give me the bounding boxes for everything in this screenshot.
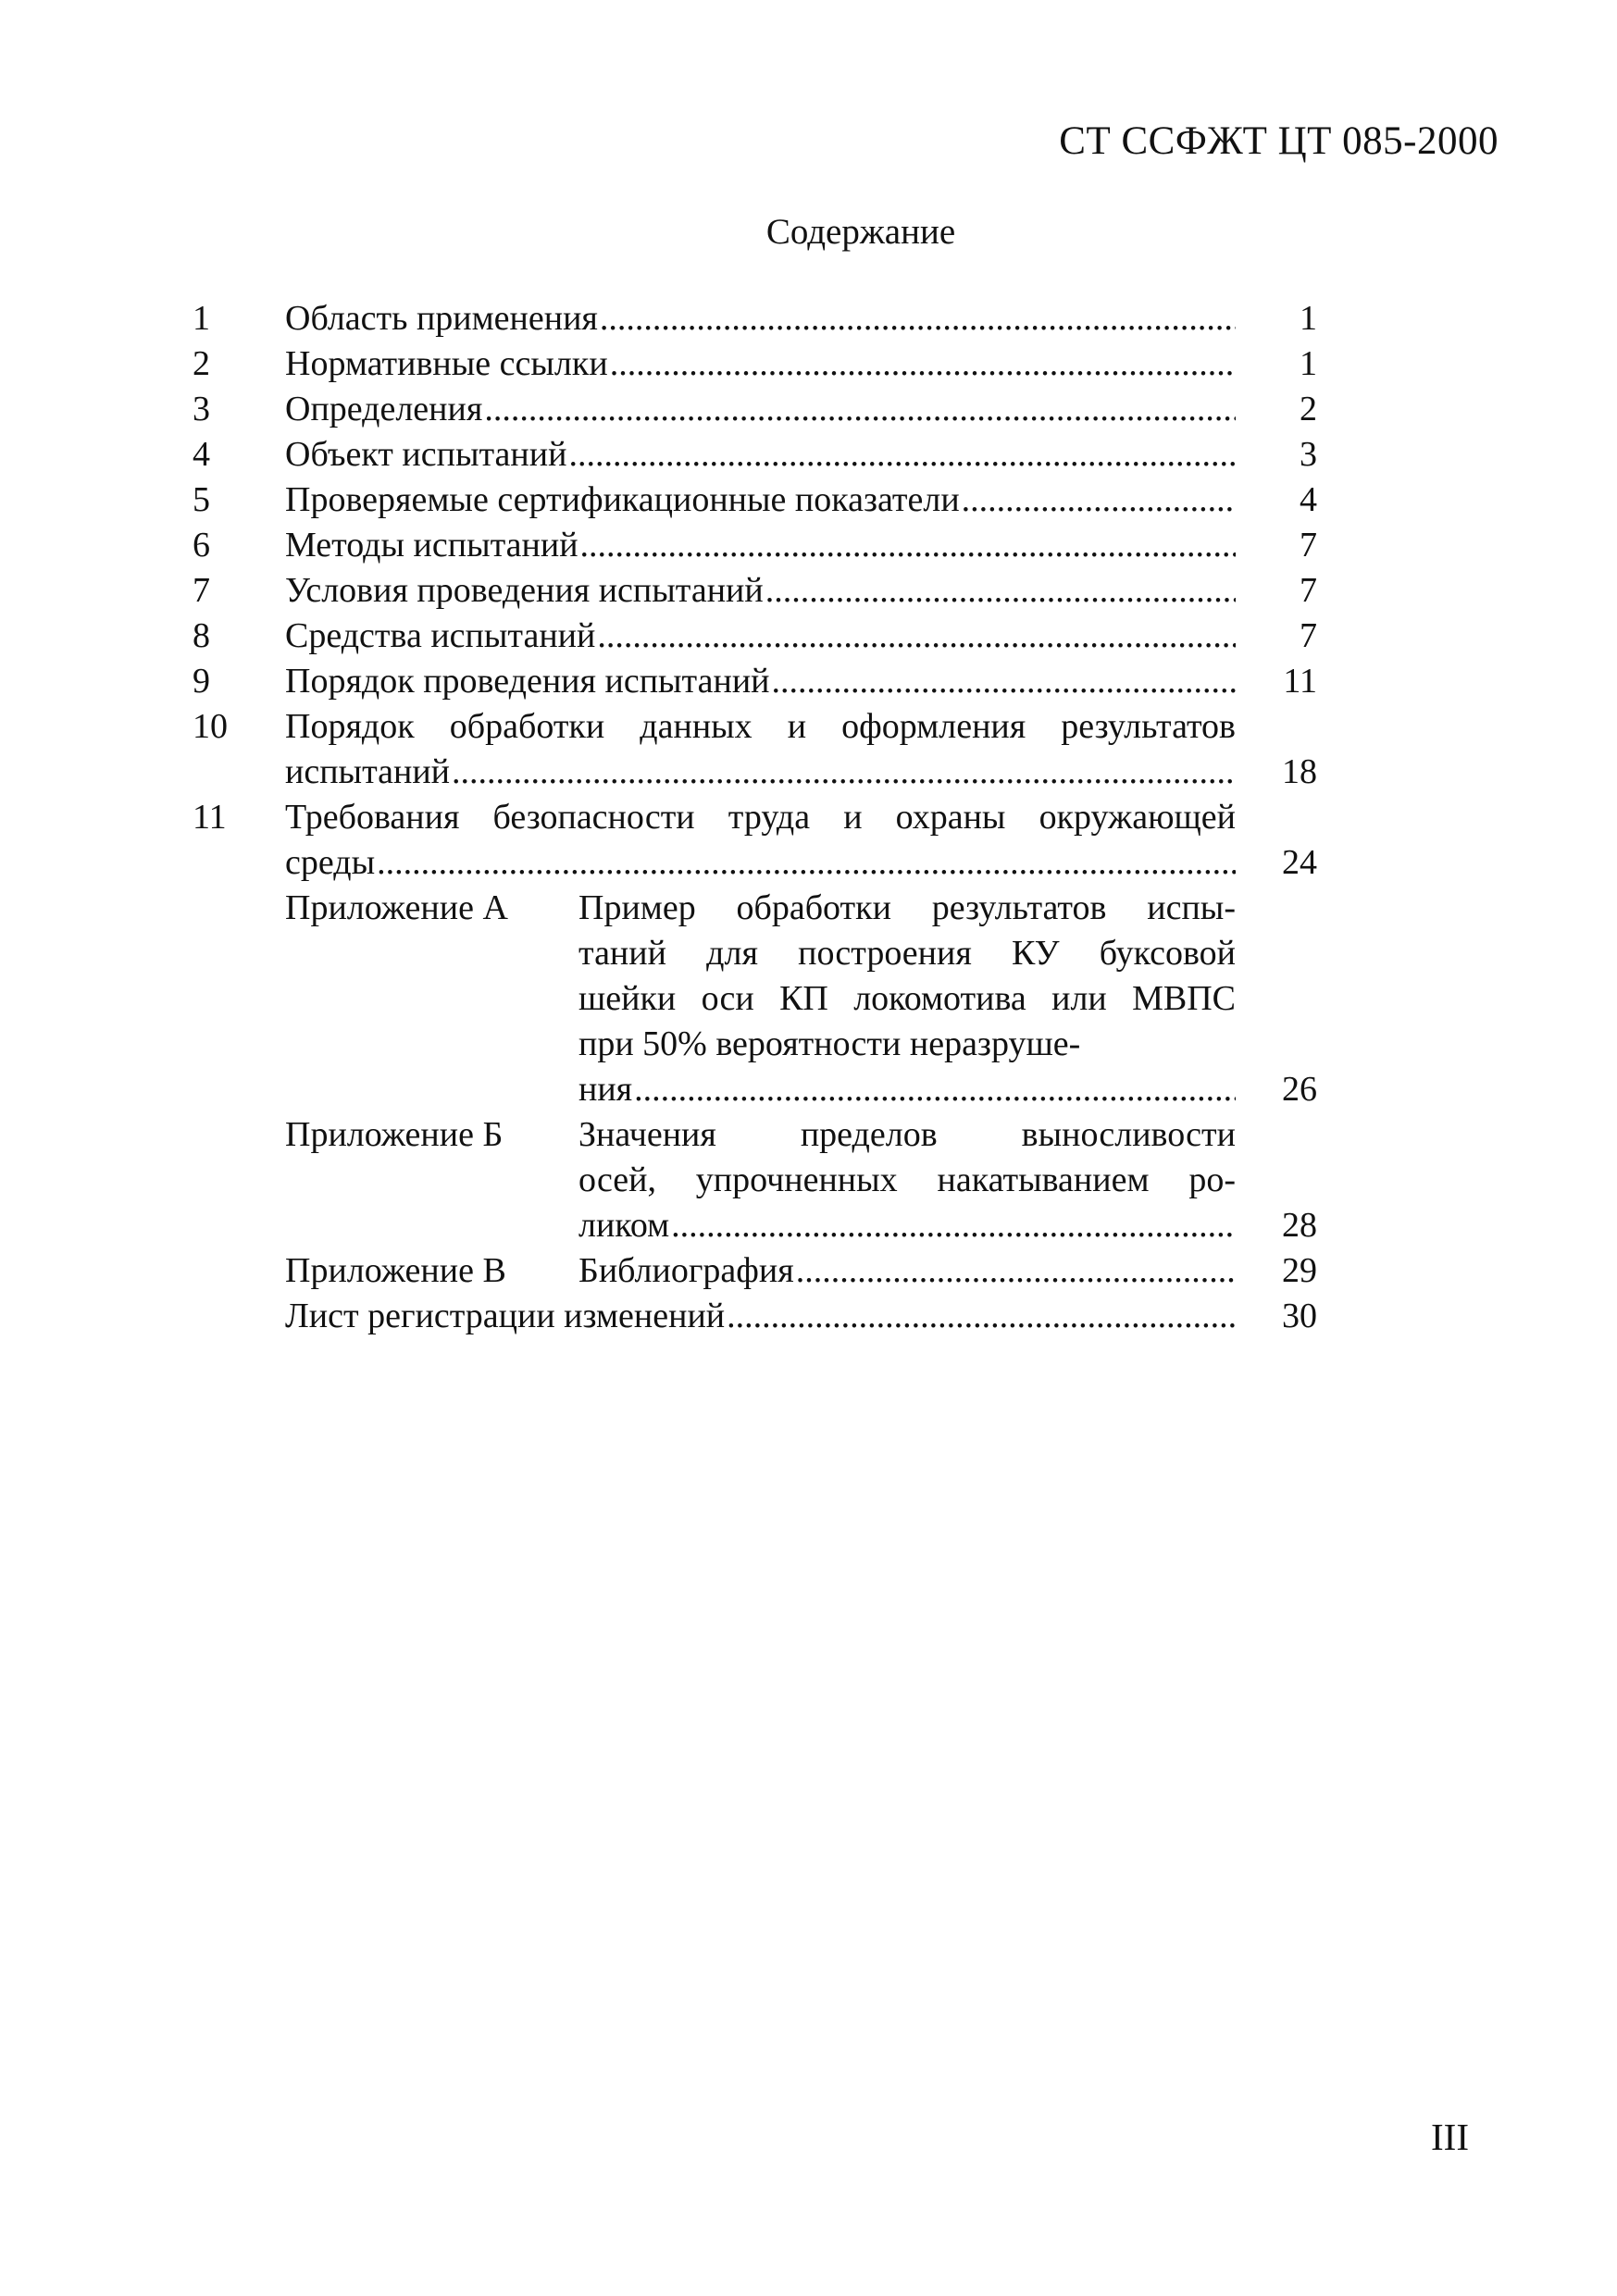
appendix-title-line: Пример обработки результатов испы- [578, 888, 1236, 927]
table-of-contents [193, 296, 1317, 1339]
toc-entry-title-line: Требования безопасности труда и охраны окружающей [285, 798, 1236, 837]
toc-entry[interactable] [193, 568, 1317, 614]
toc-entry-title: Условия проведения испытаний [285, 571, 764, 610]
dot-leader [580, 523, 1236, 568]
toc-entry-page: 7 [1300, 616, 1317, 655]
toc-entry-title-line: испытаний [285, 752, 451, 791]
toc-entry-number: 7 [193, 571, 210, 610]
dot-leader [600, 296, 1236, 341]
appendix-page: 26 [1282, 1070, 1317, 1109]
toc-entry-page: 2 [1300, 390, 1317, 428]
toc-entry-page: 3 [1300, 435, 1317, 474]
toc-entry-number: 6 [193, 526, 210, 565]
toc-entry-page: 7 [1300, 526, 1317, 565]
dot-leader [610, 341, 1236, 387]
toc-entry[interactable] [193, 296, 1317, 341]
appendix-label: Приложение А [285, 888, 508, 927]
toc-appendix-a[interactable] [193, 886, 1317, 1112]
toc-entry-number: 2 [193, 344, 210, 383]
appendix-title-line: при 50% вероятности неразруше- [578, 1024, 1081, 1063]
dot-leader [377, 840, 1236, 886]
toc-entry-title: Нормативные ссылки [285, 344, 608, 383]
toc-entry-title: Область применения [285, 299, 598, 338]
change-sheet-title: Лист регистрации изменений [285, 1297, 726, 1335]
change-sheet-page: 30 [1282, 1297, 1317, 1335]
toc-appendix-v[interactable] [193, 1248, 1317, 1294]
dot-leader [671, 1203, 1236, 1248]
dot-leader [568, 432, 1236, 478]
toc-entry[interactable] [193, 659, 1317, 704]
appendix-title-line: осей, упрочненных накатыванием ро- [578, 1160, 1236, 1199]
toc-entry-title-line: среды [285, 843, 376, 882]
toc-entry[interactable] [193, 341, 1317, 387]
toc-entry-page: 7 [1300, 571, 1317, 610]
toc-entry[interactable] [193, 614, 1317, 659]
appendix-title-line: таний для построения КУ буксовой [578, 934, 1236, 973]
toc-title: Содержание [765, 212, 956, 252]
dot-leader [727, 1294, 1236, 1339]
toc-entry-page: 11 [1283, 662, 1317, 701]
toc-entry-number: 8 [193, 616, 210, 655]
dot-leader [597, 614, 1236, 659]
toc-entry[interactable] [193, 523, 1317, 568]
toc-entry-title: Порядок проведения испытаний [285, 662, 770, 701]
toc-entry-page: 1 [1300, 299, 1317, 338]
dot-leader [765, 568, 1236, 614]
toc-entry-number: 3 [193, 390, 210, 428]
toc-entry-number: 11 [193, 798, 227, 837]
toc-entry[interactable] [193, 795, 1317, 886]
toc-change-sheet[interactable] [193, 1294, 1317, 1339]
toc-entry-title: Объект испытаний [285, 435, 567, 474]
appendix-title-line: ликом [578, 1206, 670, 1245]
toc-entry-title: Средства испытаний [285, 616, 596, 655]
toc-entry-title: Определения [285, 390, 483, 428]
page-number: III [1431, 2116, 1469, 2158]
appendix-title-line: ния [578, 1070, 633, 1109]
dot-leader [452, 750, 1236, 795]
toc-entry-page: 1 [1300, 344, 1317, 383]
appendix-title-line: шейки оси КП локомотива или МВПС [578, 979, 1236, 1018]
toc-entry-page: 18 [1282, 752, 1317, 791]
appendix-title-line: Библиография [578, 1251, 794, 1290]
dot-leader [634, 1067, 1236, 1112]
appendix-label: Приложение Б [285, 1115, 504, 1154]
toc-entry[interactable] [193, 704, 1317, 795]
toc-entry-number: 5 [193, 480, 210, 519]
toc-entry-title: Методы испытаний [285, 526, 578, 565]
toc-entry-number: 10 [193, 707, 228, 746]
toc-appendix-b[interactable] [193, 1112, 1317, 1248]
toc-entry-title-line: Порядок обработки данных и оформления результатов [285, 707, 1236, 746]
toc-entry-number: 9 [193, 662, 210, 701]
toc-entry[interactable] [193, 387, 1317, 432]
dot-leader [484, 387, 1236, 432]
toc-entry-title: Проверяемые сертификационные показатели [285, 480, 960, 519]
dot-leader [962, 478, 1236, 523]
toc-entry-number: 4 [193, 435, 210, 474]
appendix-label: Приложение В [285, 1251, 506, 1290]
appendix-title-line: Значения пределов выносливости [578, 1115, 1236, 1154]
document-code: СТ ССФЖТ ЦТ 085-2000 [1059, 119, 1499, 163]
toc-entry-number: 1 [193, 299, 210, 338]
toc-entry[interactable] [193, 478, 1317, 523]
appendix-page: 28 [1282, 1206, 1317, 1245]
dot-leader [772, 659, 1236, 704]
toc-entry-page: 24 [1282, 843, 1317, 882]
toc-entry[interactable] [193, 432, 1317, 478]
toc-entry-page: 4 [1300, 480, 1317, 519]
appendix-page: 29 [1282, 1251, 1317, 1290]
dot-leader [796, 1248, 1236, 1294]
